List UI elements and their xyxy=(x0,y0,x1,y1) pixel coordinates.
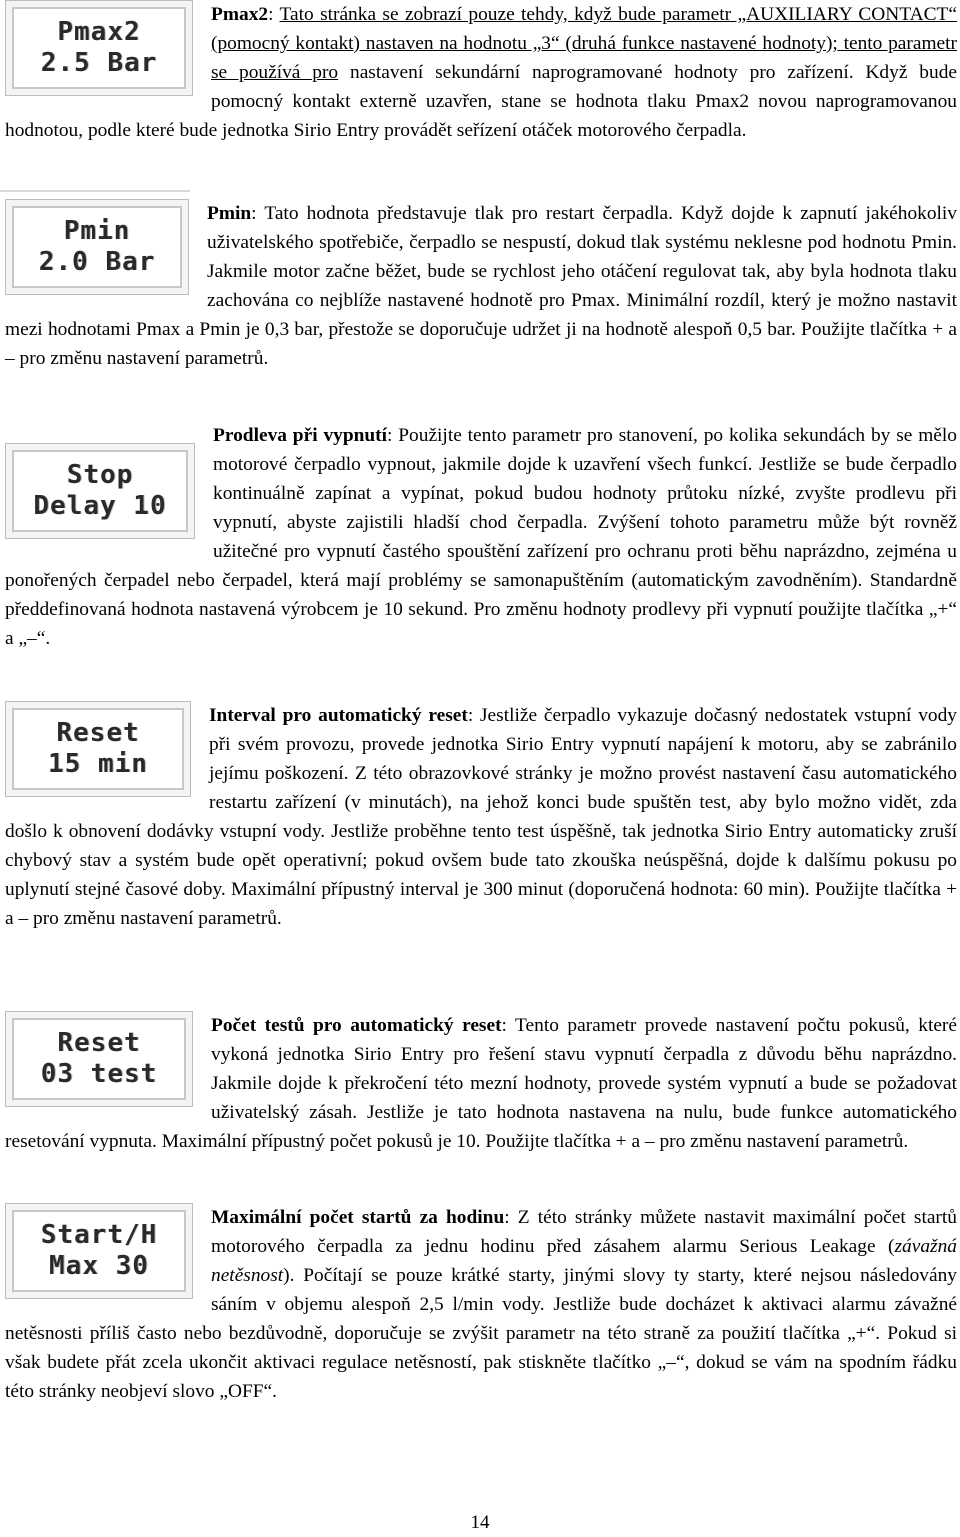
section-pmax2 xyxy=(5,0,957,145)
lcd-line-1: Reset xyxy=(57,1028,141,1058)
lcd-display-pmin xyxy=(5,199,189,295)
lcd-display-stop-delay xyxy=(5,443,195,539)
body-text: nastavení sekundární naprogramované hodnoty pro zařízení. Když bude pomocný kontakt externě uzavřen, stane se hodnota tlaku Pmax2 novou naprogramovanou hodnotou, podle které bude jednotka Sirio Entry provádět seřízení otáček motorového čerpadla. xyxy=(5,62,957,141)
divider xyxy=(0,190,190,192)
term-reset-interval: Interval pro automatický reset xyxy=(209,705,468,726)
body-text: ). Počítají se pouze krátké starty, jinými slovy ty starty, které nejsou následovány sáním v objemu alespoň 2,5 l/min vody. Jestliže bude docházet k aktivaci alarmu závažné netěsnosti příliš často nebo bezdůvodně, doporučuje se zvýšit parametr na této straně za použití tlačítka „+“. Pokud si však budete přát zcela ukončit aktivaci regulace netěsností, pak stiskněte tlačítko „–“, dokud se vám na spodním řádku této stránky neobjeví slovo „OFF“. xyxy=(5,1265,957,1402)
lcd-line-2: 03 test xyxy=(40,1059,158,1089)
term-pmin: Pmin xyxy=(207,203,252,224)
term-stop-delay: Prodleva při vypnutí xyxy=(213,425,388,446)
term-max-starts: Maximální počet startů za hodinu xyxy=(211,1207,505,1228)
lcd-line-1: Pmax2 xyxy=(57,17,141,47)
body-text: : Použijte tento parametr pro stanovení, po kolika sekundách by se mělo motorové čerpadlo vypnout, jakmile dojde k uzavření všech funkcí. Jestliže se bude čerpadlo kontinuálně zapínat a vypínat, pokud budou hodnoty průtoku nízké, zvyšte prodlevu při vypnutí, abyste zajistili hladší chod čerpadla. Zvýšení tohoto parametru může být rovněž užitečné pro vypnutí častého spouštění zařízení pro ochranu proti běhu naprázdno, zejména u ponořených čerpadel nebo čerpadel, která mají problémy se samonapuštěním (automatickým zavodněním). Standardně předdefinovaná hodnota nastavená výrobcem je 10 sekund. Pro změnu hodnoty prodlevy při vypnutí použijte tlačítka „+“ a „–“. xyxy=(5,425,957,649)
lcd-line-1: Reset xyxy=(56,718,140,748)
lcd-display-reset-min xyxy=(5,701,191,797)
lcd-line-1: Start/H xyxy=(40,1220,158,1250)
lcd-display-reset-test xyxy=(5,1011,193,1107)
section-pmin xyxy=(5,199,957,373)
lcd-line-1: Pmin xyxy=(63,216,131,246)
body-text: : Tento parametr provede nastavení počtu pokusů, které vykoná jednotka Sirio Entry pro řešení stavu vypnutí čerpadla z důvodu běhu naprázdno. Jakmile dojde k překročení této mezní hodnoty, provede systém vypnutí a bude se požadovat uživatelský zásah. Jestliže je tato hodnota nastavena na nulu, bude funkce automatického resetování vypnuta. Maximální přípustný počet pokusů je 10. Použijte tlačítka + a – pro změnu nastavení parametrů. xyxy=(5,1015,957,1152)
body-text: : Jestliže čerpadlo vykazuje dočasný nedostatek vstupní vody při svém provozu, provede jednotka Sirio Entry vypnutí napájení k motoru, aby se zabránilo jejímu poškození. Z této obrazovkové stránky je možno provést nastavení času automatického restartu zařízení (v minutách), na jehož konci bude spuštěn test, aby bylo možno vidět, zda došlo k obnovení dodávky vstupní vody. Jestliže proběhne tento test úspěšně, tak jednotka Sirio Entry automaticky zruší chybový stav a systém bude opět operativní; pokud ovšem bude tato zkouška neúspěšná, dojde k dalšímu pokusu po uplynutí stejné časové doby. Maximální přípustný interval je 300 minut (doporučená hodnota: 60 min). Použijte tlačítka + a – pro změnu nastavení parametrů. xyxy=(5,705,957,929)
lcd-line-2: 15 min xyxy=(48,749,148,779)
lcd-line-1: Stop xyxy=(66,460,134,490)
lcd-line-2: Max 30 xyxy=(49,1251,149,1281)
paragraph-pmax2: Pmax2: Tato stránka se zobrazí pouze tehdy, když bude parametr „AUXILIARY CONTACT“ (pomocný kontakt) nastaven na hodnotu „3“ (druhá funkce nastavené hodnoty); tento parametr se používá pro nastavení sekundární naprogramované hodnoty pro zařízení. Když bude pomocný kontakt externě uzavřen, stane se hodnota tlaku Pmax2 novou naprogramovanou hodnotou, podle které bude jednotka Sirio Entry provádět seřízení otáček motorového čerpadla. xyxy=(5,4,957,141)
section-reset-interval xyxy=(5,701,957,933)
italic-term: závažná netěsnost xyxy=(211,1236,957,1286)
body-text: : Tato hodnota představuje tlak pro restart čerpadla. Když dojde k zapnutí jakéhokoliv uživatelského spotřebiče, čerpadlo se nespustí, dokud tlak systému neklesne pod hodnotu Pmin. Jakmile motor začne běžet, bude se rychlost jeho otáčení regulovat tak, aby byla hodnota tlaku zachována co nejblíže nastavené hodnotě pro Pmax. Minimální rozdíl, který je možno nastavit mezi hodnotami Pmax a Pmin je 0,3 bar, přestože se doporučuje udržet ji na hodnotě alespoň 0,5 bar. Použijte tlačítka + a – pro změnu nastavení parametrů. xyxy=(5,203,957,369)
body-text: : Z této stránky můžete nastavit maximální počet startů motorového čerpadla za jednu hodinu před zásahem alarmu Serious Leakage ( xyxy=(211,1207,957,1257)
term-reset-tests: Počet testů pro automatický reset xyxy=(211,1015,502,1036)
lcd-display-pmax2 xyxy=(5,0,193,96)
section-stop-delay xyxy=(5,421,957,653)
underlined-text: Tato stránka se zobrazí pouze tehdy, když bude parametr „AUXILIARY CONTACT“ (pomocný kontakt) nastaven na hodnotu „3“ (druhá funkce nastavené hodnoty); tento parametr se používá pro xyxy=(211,4,957,83)
page-number: 14 xyxy=(470,1512,490,1533)
section-max-starts xyxy=(5,1203,957,1406)
lcd-display-start-h xyxy=(5,1203,193,1299)
lcd-line-2: 2.5 Bar xyxy=(40,48,158,78)
lcd-line-2: 2.0 Bar xyxy=(38,247,156,277)
term-pmax2: Pmax2 xyxy=(211,4,269,25)
section-reset-tests xyxy=(5,1011,957,1156)
lcd-line-2: Delay 10 xyxy=(33,491,167,521)
